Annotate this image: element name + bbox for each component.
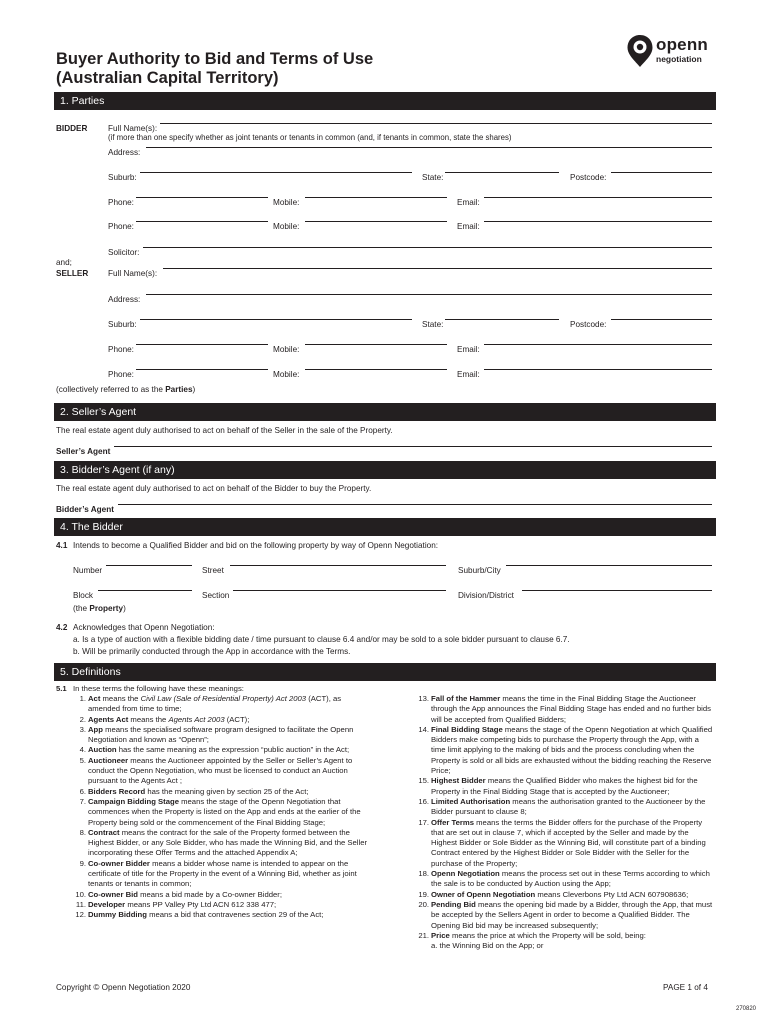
definition-number: 20. xyxy=(418,899,429,909)
bidder-suburb-label: Suburb: xyxy=(108,173,137,182)
sellers-agent-text: The real estate agent duly authorised to act on behalf of the Seller in the sale of the Property. xyxy=(56,426,393,435)
seller-mobile2-field[interactable] xyxy=(305,369,447,370)
seller-email-field[interactable] xyxy=(484,344,712,345)
definition-number: 11. xyxy=(75,899,86,909)
seller-email2-label: Email: xyxy=(457,370,480,379)
bidder-email-field[interactable] xyxy=(484,197,712,198)
section-label: Section xyxy=(202,591,230,600)
definition-text: means the stage of the Openn Negotiation at which Qualified Bidders make competing bids to purchase the Property through the App, with a time limit applying to the making of bids and the process concluding when the Property is sold or all bids are exhausted without the bidding reaching the Reserve Price; xyxy=(431,724,713,776)
definition-italic: Agents Act 2003 xyxy=(168,714,225,724)
definition-text: means the authorisation granted to the Auctioneer by the Bidder pursuant to clause 8; xyxy=(431,796,706,817)
clause-5-1-intro: In these terms the following have these meanings: xyxy=(73,684,244,693)
property-note: (the Property) xyxy=(73,604,126,613)
seller-state-field[interactable] xyxy=(445,319,559,320)
seller-email2-field[interactable] xyxy=(484,369,712,370)
definition-item xyxy=(414,818,714,869)
definition-item xyxy=(414,797,714,818)
seller-suburb-field[interactable] xyxy=(140,319,412,320)
definition-item xyxy=(73,900,373,910)
definition-rest: (ACT); xyxy=(224,714,250,724)
bidder-mobile2-label: Mobile: xyxy=(273,222,300,231)
definition-term: Price xyxy=(431,930,450,940)
logo-subtitle: negotiation xyxy=(656,54,702,64)
section-field[interactable] xyxy=(233,590,446,591)
bidders-agent-label: Bidder’s Agent xyxy=(56,505,114,514)
definition-text: means a bid made by a Co-owner Bidder; xyxy=(137,889,282,899)
definition-text: means the terms the Bidder offers for the purchase of the Property that are set out in clause 7, which if accepted by the Seller and made by the Highest Bidder or Sole Bidder as the Winning Bid, will constitute part of a binding Contract entered by the Highest Bidder or Sole Bidder with the Seller for the purchase of the Property; xyxy=(431,817,706,868)
definition-item xyxy=(414,869,714,890)
definition-item xyxy=(73,756,373,787)
definition-italic: Civil Law (Sale of Residential Property) Act 2003 xyxy=(140,694,307,703)
clause-4-2-b: b. Will be primarily conducted through the App in accordance with the Terms. xyxy=(73,647,351,656)
definition-item xyxy=(73,890,373,900)
street-field[interactable] xyxy=(230,565,446,566)
number-field[interactable] xyxy=(106,565,192,566)
bidder-label: BIDDER xyxy=(56,124,88,133)
bidder-postcode-field[interactable] xyxy=(611,172,712,173)
seller-fullname-field[interactable] xyxy=(163,268,712,269)
definition-number: 18. xyxy=(418,869,429,879)
seller-label: SELLER xyxy=(56,269,89,278)
division-label: Division/District xyxy=(458,591,514,600)
bidder-email-label: Email: xyxy=(457,198,480,207)
clause-4-2-number: 4.2 xyxy=(56,623,68,632)
definition-item xyxy=(73,715,373,725)
definition-number: 17. xyxy=(418,817,429,827)
definitions-right-column xyxy=(414,694,714,951)
definition-item xyxy=(414,931,714,941)
block-field[interactable] xyxy=(98,590,192,591)
sellers-agent-label: Seller’s Agent xyxy=(56,447,111,456)
definition-term: Final Bidding Stage xyxy=(431,724,503,734)
bidders-agent-text: The real estate agent duly authorised to act on behalf of the Bidder to buy the Property. xyxy=(56,484,372,493)
division-field[interactable] xyxy=(522,590,712,591)
definition-item xyxy=(414,890,714,900)
definition-number: 10. xyxy=(75,889,86,899)
seller-phone2-field[interactable] xyxy=(136,369,268,370)
definition-number: 3. xyxy=(79,724,86,734)
suburb-city-label: Suburb/City xyxy=(458,566,501,575)
definition-item xyxy=(73,694,373,715)
definition-term: Openn Negotiation xyxy=(431,869,500,879)
number-label: Number xyxy=(73,566,103,575)
definition-number: 19. xyxy=(418,889,429,899)
clause-4-2-text: Acknowledges that Openn Negotiation: xyxy=(73,623,215,632)
bidder-phone-field[interactable] xyxy=(136,197,268,198)
definition-term: Offer Terms xyxy=(431,817,475,827)
fullname-note: (if more than one specify whether as joint tenants or tenants in common (and, if tenants in common, state the shares) xyxy=(108,133,512,142)
definition-text: means PP Valley Pty Ltd ACN 612 338 477; xyxy=(125,899,277,909)
bidder-phone-label: Phone: xyxy=(108,198,134,207)
seller-address-label: Address: xyxy=(108,295,141,304)
openn-logo xyxy=(626,34,718,70)
definition-item xyxy=(414,694,714,725)
definition-number: 14. xyxy=(418,724,429,734)
definition-text: means the Qualified Bidder who makes the highest bid for the Property in the Final Bidding Stage that is accepted by the Auctioneer; xyxy=(431,776,698,796)
definition-number: 1. xyxy=(79,694,86,703)
definition-text: has the meaning given by section 25 of the Act; xyxy=(145,786,309,796)
suburb-city-field[interactable] xyxy=(506,565,712,566)
bidder-fullname-label: Full Name(s): xyxy=(108,124,158,133)
and-label: and; xyxy=(56,258,72,267)
definition-number: 8. xyxy=(79,827,86,837)
definition-term: Auction xyxy=(88,745,117,755)
seller-mobile2-label: Mobile: xyxy=(273,370,300,379)
definitions-left-column xyxy=(73,694,373,921)
street-label: Street xyxy=(202,566,224,575)
document-code: 270820 xyxy=(736,1006,757,1012)
definition-term: Auctioneer xyxy=(88,755,129,765)
definition-term: Pending Bid xyxy=(431,899,476,909)
definition-number: 12. xyxy=(75,910,86,920)
definition-item xyxy=(414,776,714,797)
definition-text: means Cleverbons Pty Ltd ACN 607908636; xyxy=(535,889,689,899)
definition-term: Limited Authorisation xyxy=(431,796,511,806)
definition-number: 2. xyxy=(79,714,86,724)
bidder-mobile-field[interactable] xyxy=(305,197,447,198)
section-1-header: 1. Parties xyxy=(54,92,716,110)
definition-item xyxy=(73,859,373,890)
definition-text: means the stage of the Openn Negotiation that commences when the Property is listed on the App and ends at the earlier of the Property being sold or the commencement of the Final Bidding Stage; xyxy=(88,796,361,827)
definition-number: 6. xyxy=(79,786,86,796)
definition-text: means the specialised software program designed to facilitate the Openn Negotiation and known as “Openn”; xyxy=(88,724,354,745)
definition-item xyxy=(73,787,373,797)
seller-phone-field[interactable] xyxy=(136,344,268,345)
definition-number: 15. xyxy=(418,776,429,786)
bidder-phone2-field[interactable] xyxy=(136,221,268,222)
openn-pin-logo-icon xyxy=(626,34,654,68)
definition-number: 13. xyxy=(418,694,429,703)
definition-term: Dummy Bidding xyxy=(88,910,147,920)
clause-4-1-text: Intends to become a Qualified Bidder and bid on the following property by way of Openn Negotiation: xyxy=(73,541,439,550)
seller-email-label: Email: xyxy=(457,345,480,354)
definition-term: App xyxy=(88,724,103,734)
bidder-mobile2-field[interactable] xyxy=(305,221,447,222)
copyright: Copyright © Openn Negotiation 2020 xyxy=(56,983,191,992)
definition-item xyxy=(73,725,373,746)
definition-number: 5. xyxy=(79,755,86,765)
definition-sub-item: a. the Winning Bid on the App; or xyxy=(431,941,544,951)
definition-number: 7. xyxy=(79,796,86,806)
definition-text: means the process set out in these Terms according to which the sale is to be conducted by Auction using the App; xyxy=(431,869,710,889)
definition-number: 16. xyxy=(418,796,429,806)
definition-term: Owner of Openn Negotiation xyxy=(431,889,536,899)
definition-text: means the time in the Final Bidding Stage the Auctioneer through the App announces the Final Bidding Stage has ended and no further bids will be accepted from Qualified Bidders; xyxy=(431,694,711,724)
definition-text: means the xyxy=(100,694,141,703)
bidder-email2-field[interactable] xyxy=(484,221,712,222)
definition-rest: (ACT), as amended from time to time; xyxy=(88,694,342,714)
block-label: Block xyxy=(73,591,94,600)
bidder-phone2-label: Phone: xyxy=(108,222,134,231)
document-title: Buyer Authority to Bid and Terms of Use (Australian Capital Territory) xyxy=(56,50,374,87)
clause-4-2-a: a. Is a type of auction with a flexible bidding date / time pursuant to clause 6.4 and/or may be sold to a sole bidder pursuant to clause 6.7. xyxy=(73,635,570,644)
logo-wordmark: openn xyxy=(656,35,708,54)
definition-text: means the xyxy=(128,714,169,724)
definition-term: Highest Bidder xyxy=(431,776,486,786)
seller-suburb-label: Suburb: xyxy=(108,320,137,329)
definition-number: 21. xyxy=(418,930,429,940)
bidder-state-label: State: xyxy=(422,173,444,182)
bidder-address-label: Address: xyxy=(108,148,141,157)
definition-term: Agents Act xyxy=(88,714,129,724)
definition-item xyxy=(414,900,714,931)
seller-mobile-label: Mobile: xyxy=(273,345,300,354)
bidder-suburb-field[interactable] xyxy=(140,172,412,173)
seller-postcode-field[interactable] xyxy=(611,319,712,320)
definition-text: means a bid that contravenes section 29 of the Act; xyxy=(146,910,324,920)
seller-state-label: State: xyxy=(422,320,444,329)
section-3-header: 3. Bidder’s Agent (if any) xyxy=(54,461,716,479)
definition-text: means the opening bid made by a Bidder, through the App, that must be accepted by the Sellers Agent in order to become a Qualified Bidder. The Opening Bid bid may be increased subsequently; xyxy=(431,899,713,930)
page-number: PAGE 1 of 4 xyxy=(663,983,708,992)
definition-number: 9. xyxy=(79,858,86,868)
solicitor-field[interactable] xyxy=(143,247,712,248)
definition-term: Contract xyxy=(88,827,120,837)
bidder-address-field[interactable] xyxy=(146,147,712,148)
clause-4-1-number: 4.1 xyxy=(56,541,68,550)
sellers-agent-field[interactable] xyxy=(114,446,712,447)
section-5-header: 5. Definitions xyxy=(54,663,716,681)
definition-term: Developer xyxy=(88,899,126,909)
definition-item xyxy=(73,828,373,859)
definition-number: 4. xyxy=(79,745,86,755)
definition-text: means the contract for the sale of the Property formed between the Highest Bidder, or any Sole Bidder, who has made the Winning Bid, and the Seller incorporating these Offer Terms and the attached Appendix A; xyxy=(88,827,368,858)
seller-phone2-label: Phone: xyxy=(108,370,134,379)
definition-term: Act xyxy=(88,694,101,703)
seller-phone-label: Phone: xyxy=(108,345,134,354)
definition-term: Fall of the Hammer xyxy=(431,694,501,703)
definition-item xyxy=(414,725,714,776)
definition-term: Bidders Record xyxy=(88,786,146,796)
clause-5-1-number: 5.1 xyxy=(56,684,67,693)
seller-address-field[interactable] xyxy=(146,294,712,295)
definition-item xyxy=(73,797,373,828)
bidder-state-field[interactable] xyxy=(445,172,559,173)
definition-term: Co-owner Bidder xyxy=(88,858,150,868)
definition-text: means the price at which the Property will be sold, being: xyxy=(449,930,646,940)
definition-text: means a bidder whose name is intended to appear on the certificate of title for the Property in the event of a Winning Bid, whether as joint tenants or tenants in common; xyxy=(88,858,357,889)
bidder-mobile-label: Mobile: xyxy=(273,198,300,207)
section-2-header: 2. Seller’s Agent xyxy=(54,403,716,421)
definition-item xyxy=(73,910,373,920)
bidder-postcode-label: Postcode: xyxy=(570,173,607,182)
section-4-header: 4. The Bidder xyxy=(54,518,716,536)
solicitor-label: Solicitor: xyxy=(108,248,140,257)
definition-term: Campaign Bidding Stage xyxy=(88,796,179,806)
bidder-fullname-field[interactable] xyxy=(160,123,712,124)
seller-postcode-label: Postcode: xyxy=(570,320,607,329)
seller-mobile-field[interactable] xyxy=(305,344,447,345)
bidder-email2-label: Email: xyxy=(457,222,480,231)
definition-text: means the Auctioneer appointed by the Seller or Seller’s Agent to conduct the Openn Negotiation, who must be licensed to conduct an Auction pursuant to the Agents Act ; xyxy=(88,755,353,786)
bidders-agent-field[interactable] xyxy=(118,504,712,505)
collectively-note: (collectively referred to as the Parties) xyxy=(56,385,196,394)
definition-item xyxy=(73,745,373,755)
definition-text: has the same meaning as the expression “public auction” in the Act; xyxy=(116,745,350,755)
seller-fullname-label: Full Name(s): xyxy=(108,269,158,278)
definition-term: Co-owner Bid xyxy=(88,889,138,899)
